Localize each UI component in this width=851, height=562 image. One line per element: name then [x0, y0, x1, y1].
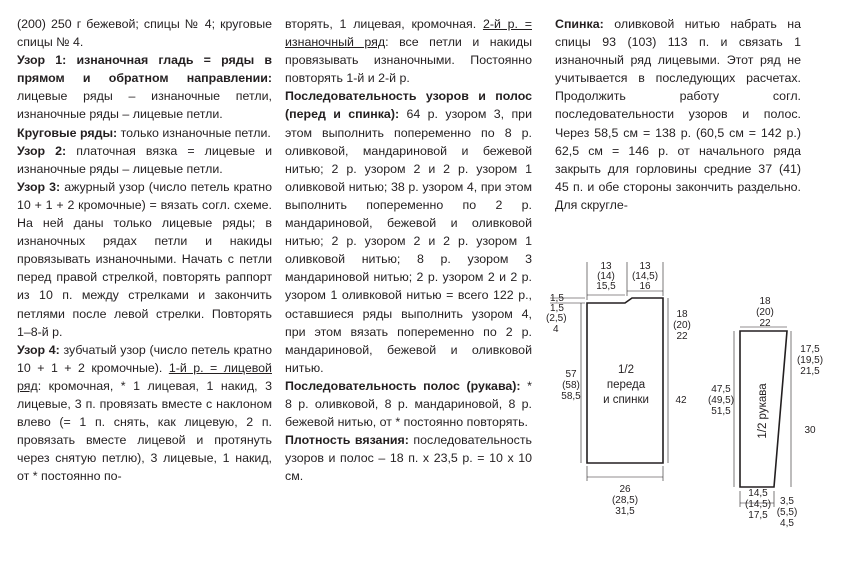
back-label: Спинка:: [555, 17, 604, 31]
text-column-2: [285, 15, 532, 485]
paragraph-back: [555, 15, 801, 214]
gauge-text: последовательность узоров и полос – 18 п. x 23,5 р. = 10 x 10 см.: [285, 433, 532, 484]
sequence-sleeves-label: Последовательность полос (рукава):: [285, 378, 521, 393]
front-label-1: 1/2: [618, 364, 634, 376]
pattern-1-text: лицевые ряды – изнаночные петли, изнаночные ряды – лицевые петли.: [17, 89, 272, 122]
sequence-body-label: Последовательность узоров и полос (перед и спинка):: [285, 89, 532, 122]
sleeve-right-top-1: 17,5: [800, 344, 820, 355]
sleeve-bottom-1: 14,5: [748, 488, 768, 499]
front-top-right-3: 16: [639, 281, 651, 292]
pattern-4-cont-a: вторять, 1 лицевая, кромочная.: [285, 17, 477, 31]
sleeve-right-top-3: 21,5: [800, 366, 820, 377]
front-left-top-2: 1,5: [550, 303, 564, 314]
pattern-4-text: зубчатый узор (число петель кратно 10 + 1 + 2 кромочные).: [17, 342, 272, 375]
front-top-left-2: (14): [597, 271, 615, 282]
front-left-top-1: 1,5: [550, 293, 564, 304]
front-label-2: переда: [606, 379, 646, 391]
paragraph-gauge: [285, 431, 532, 485]
paragraph-sequence-sleeves: [285, 377, 532, 431]
text-column-3: [555, 15, 801, 214]
front-bottom-1: 26: [619, 484, 631, 495]
pattern-4-row-2: 2-й р. = изнаночный ряд: [285, 17, 532, 50]
front-right-main: 42: [675, 395, 687, 406]
sleeve-left-main-3: 51,5: [711, 406, 731, 417]
pattern-schematic: [540, 255, 830, 537]
front-right-top-2: (20): [673, 320, 691, 331]
sleeve-top-1: 18: [759, 296, 771, 307]
front-left-main-1: 57: [565, 369, 577, 380]
pattern-4-text-2: : кромочная, * 1 лицевая, 1 накид, 3 лицевые, 3 п. провязать вместе с наклоном влево (= 1 п. снять, как лицевую, 2 п. провязать вместе лицевой и протянуть через снятую петлю), 3 лицевые, 1 накид, от * постоянно по-: [17, 378, 272, 484]
text-column-1: [17, 15, 272, 485]
paragraph-pattern-2: [17, 142, 272, 178]
front-label-3: и спинки: [603, 394, 649, 406]
paragraph-pattern-3: [17, 178, 272, 341]
front-bottom-2: (28,5): [611, 495, 639, 506]
back-text: оливковой нитью набрать на спицы 93 (103) 113 п. и связать 1 изнаночный ряд лицевыми. Этот ряд не учитывается в последующих расчетах. Продолжить работу согл. последовательности узоров и полос. Через 58,5 см = 138 р. (60,5 см = 142 р.) 62,5 см = 146 р. от начального ряда закрыть для горловины средние 37 (41) 45 п. и обе стороны закончить раздельно. Для скругле-: [555, 17, 801, 212]
pattern-3-label: Узор 3:: [17, 179, 61, 194]
sleeve-label: 1/2 рукава: [757, 383, 769, 439]
front-right-top-3: 22: [676, 331, 688, 342]
sleeve-top-2: (20): [756, 307, 774, 318]
sleeve-bottom-3: 17,5: [748, 510, 768, 521]
sleeve-top-3: 22: [759, 318, 771, 329]
pattern-1-label: Узор 1:: [17, 53, 67, 68]
front-top-right-1: 13: [639, 261, 651, 272]
pattern-2-label: Узор 2:: [17, 143, 67, 158]
round-rows-label: Круговые ряды:: [17, 125, 118, 140]
front-left-main-3: 58,5: [561, 391, 581, 402]
pattern-4-cont-b: : все петли и накиды провязывать изнаночными. Постоянно повторять 1-й и 2-й р.: [285, 35, 532, 86]
pattern-4-label: Узор 4:: [17, 342, 60, 357]
sleeve-bottom-right-3: 4,5: [780, 518, 794, 529]
front-top-left-1: 13: [600, 261, 612, 272]
sleeve-bottom-right-2: (5,5): [776, 507, 798, 518]
round-rows-text: только изнаночные петли.: [120, 125, 271, 140]
pattern-1-bold: изнаночная гладь = ряды в прямом и обратном направлении:: [17, 53, 272, 86]
paragraph-pattern-4-cont: [285, 15, 532, 87]
gauge-label: Плотность вязания:: [285, 433, 409, 448]
sequence-sleeves-text: * 8 р. оливковой, 8 р. мандариновой, 8 р. бежевой нитью, от * постоянно повторять.: [285, 378, 532, 430]
paragraph-sequence-body: [285, 87, 532, 377]
front-bottom-3: 31,5: [615, 506, 635, 517]
front-left-main-2: (58): [562, 380, 580, 391]
front-left-top-3: (2,5): [546, 313, 567, 324]
front-top-left-3: 15,5: [596, 281, 616, 292]
front-right-top-1: 18: [676, 309, 688, 320]
pattern-4-row-1: 1-й р. = лицевой ряд: [17, 360, 272, 393]
pattern-3-text: ажурный узор (число петель кратно 10 + 1 + 2 кромочные) = вязать согл. схеме. На ней даны только лицевые ряды; в изнаночных рядах петли и накиды провязывать изнаночными. Начать с петли перед правой стрелкой, повторять раппорт из 10 п. между стрелками и закончить петлями после левой стрелки. Повторять 1–8-й р.: [17, 179, 272, 339]
front-top-right-2: (14,5): [631, 271, 659, 282]
pattern-2-text: платочная вязка = лицевые и изнаночные ряды – лицевые петли.: [17, 143, 272, 176]
sleeve-right-main: 30: [804, 425, 816, 436]
front-left-top-4: 4: [553, 324, 559, 335]
sleeve-left-main-2: (49,5): [707, 395, 735, 406]
sleeve-bottom-2: (14,5): [744, 499, 772, 510]
sleeve-right-top-2: (19,5): [796, 355, 824, 366]
sleeve-bottom-right-1: 3,5: [780, 496, 794, 507]
sequence-body-text: 64 р. узором 3, при этом выполнить попеременно по 8 р. оливковой, мандариновой и бежевой нитью; 2 р. узором 2 и 2 р. узором 1 оливковой нитью; 38 р. узором 4, при этом выполнить попеременно по 2 р. мандариновой, бежевой и оливковой нитью; 2 р. узором 2 и 2 р. узором 1 оливковой нитью; 8 р. узором 3 мандариновой нитью; 2 р. узором 2 и 2 р. узором 1 оливковой нитью = всего 122 р., оставшиеся ряды выполнить узором 4, при этом вязать попеременно по 2 р. мандариновой, бежевой и оливковой нитью.: [285, 107, 532, 375]
paragraph-pattern-1: [17, 51, 272, 123]
paragraph-round-rows: [17, 124, 272, 142]
paragraph-materials: (200) 250 г бежевой; спицы № 4; круговые спицы № 4.: [17, 17, 272, 50]
sleeve-left-main-1: 47,5: [711, 384, 731, 395]
paragraph-pattern-4: [17, 341, 272, 486]
